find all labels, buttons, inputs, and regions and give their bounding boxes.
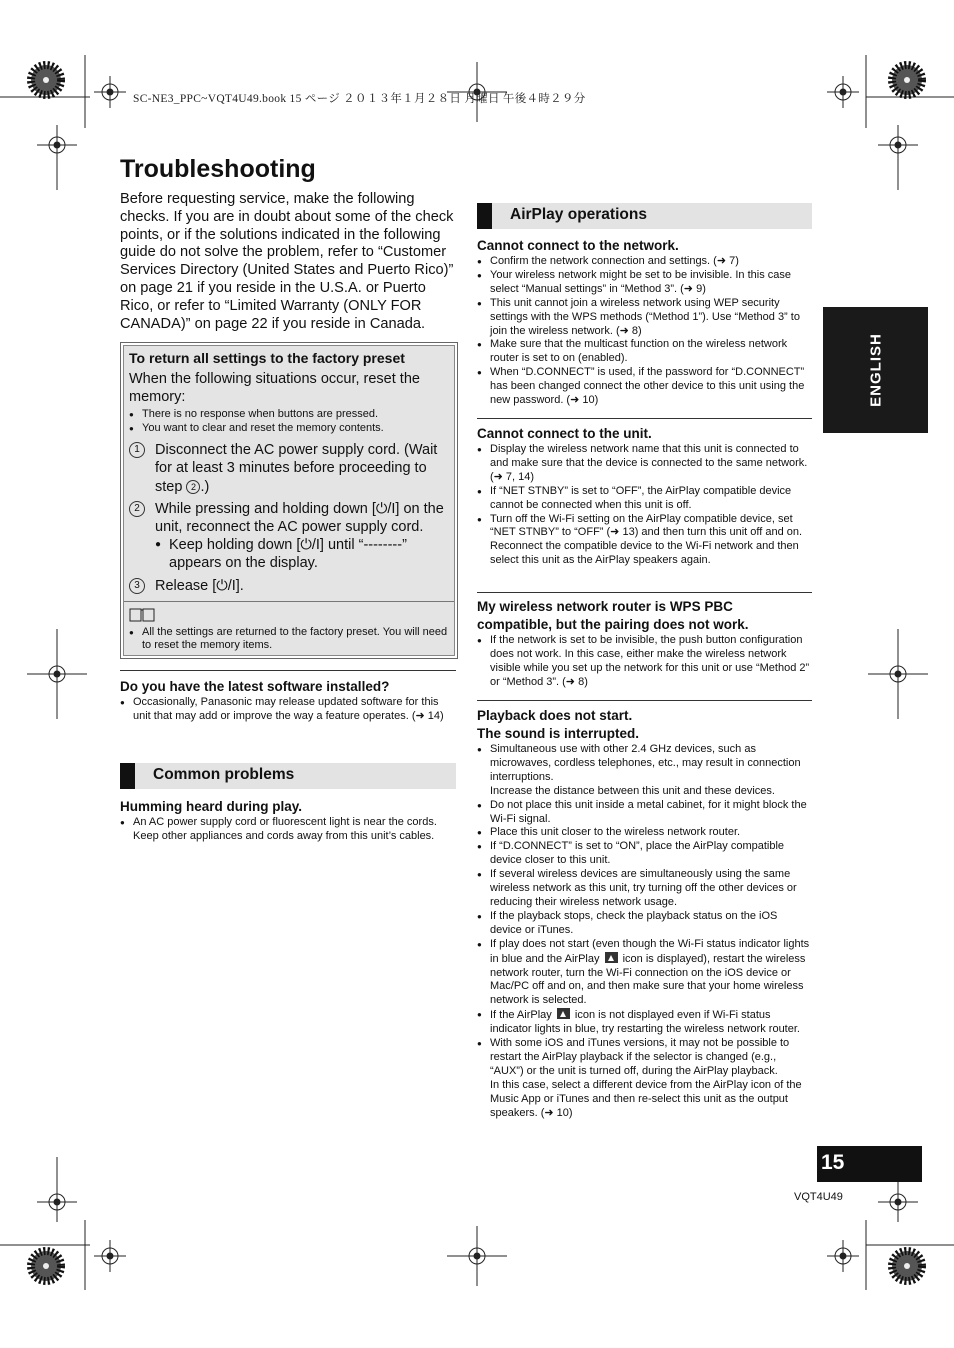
list-item: ● Confirm the network connection and settings. (➜ 7) [477, 255, 812, 269]
document-code: VQT4U49 [794, 1191, 843, 1203]
step-number: 2 [129, 501, 145, 517]
list-item: ● There is no response when buttons are pressed. [129, 408, 449, 422]
factory-conditions [129, 408, 449, 435]
list-item: ● Simultaneous use with other 2.4 GHz devices, such as microwaves, cordless telephones, etc., may result in connection interruptions. Increase the distance between this unit and these devices. [477, 743, 812, 799]
list-item: ● When “D.CONNECT” is used, if the password for “D.CONNECT” has been changed connect the other device to this unit using the new password. (➜ 10) [477, 366, 812, 408]
factory-steps [129, 441, 449, 595]
section-title: Common problems [153, 766, 295, 783]
section-marker [120, 763, 135, 789]
list-item: ● You want to clear and reset the memory contents. [129, 422, 449, 436]
step-3: 3 Release [⏻/I]. [129, 577, 449, 595]
section-header-common [120, 763, 456, 789]
airplay-q1 [477, 237, 812, 408]
book-note-icon [129, 608, 155, 622]
section-marker [477, 203, 492, 229]
list-item: ● With some iOS and iTunes versions, it may not be possible to restart the AirPlay playback if the selector is changed (e.g., “AUX”) or the unit is turned off, during the AirPlay playback. In this case, select a different device from the AirPlay icon of the Music App or iTunes and then re-select this unit as the output speakers. (➜ 10) [477, 1037, 812, 1120]
list-item: ● If the playback stops, check the playback status on the iOS device or iTunes. [477, 910, 812, 938]
list-item: ● If “D.CONNECT” is set to “ON”, place the AirPlay compatible device closer to this unit. [477, 840, 812, 868]
common-problems-section [120, 798, 456, 844]
airplay-q3 [477, 598, 812, 690]
list-item: ● Turn off the Wi-Fi setting on the AirPlay compatible device, set “NET STNBY” to “OFF” (➜ 13) and then turn this unit off and on. Reconnect the compatible device to the Wi-Fi network and then select this unit as the AirPlay speakers again. [477, 513, 812, 569]
list-item: ● Display the wireless network name that this unit is connected to and make sure that the device is connected to the same network. (➜ 7, 14) [477, 443, 812, 485]
page-title: Troubleshooting [120, 155, 316, 183]
list-item: ● Occasionally, Panasonic may release updated software for this unit that may add or improve the way a feature operates. (➜ 14) [120, 696, 456, 724]
list-item: ● Do not place this unit inside a metal cabinet, for it might block the Wi-Fi signal. [477, 799, 812, 827]
question-heading: Humming heard during play. [120, 799, 303, 814]
divider [120, 670, 456, 671]
divider [477, 592, 812, 593]
page-number: 15 [817, 1146, 922, 1182]
step-number: 1 [129, 442, 145, 458]
question-heading: My wireless network router is WPS PBC compatible, but the pairing does not work. [477, 599, 749, 632]
list-item: ● All the settings are returned to the factory preset. You will need to reset the memory items. [129, 626, 449, 653]
list-item: ● This unit cannot join a wireless network using WEP security settings with the WPS methods (“Method 1”). Use “Method 3” to join the wireless network. (➜ 8) [477, 297, 812, 339]
airplay-q4 [477, 707, 812, 1120]
intro-paragraph: Before requesting service, make the following checks. If you are in doubt about some of the check points, or if the solutions indicated in the following guide do not solve the problem, refer to “Customer Services Directory (United States and Puerto Rico)” on page 21 if you reside in the U.S.A. or Puerto Rico, or refer to “Limited Warranty (ONLY FOR CANADA)” on page 22 if you reside in Canada. [120, 191, 454, 332]
list-item: ● If play does not start (even though the Wi-Fi status indicator lights in blue and the AirPlay icon is displayed), restart the wireless network router, turn the Wi-Fi connection on the iOS device or Mac/PC off and on, and then make sure that your home wireless network is selected. [477, 938, 812, 1009]
divider [477, 418, 812, 419]
factory-lead: When the following situations occur, reset the memory: [129, 371, 420, 405]
question-heading: Playback does not start. The sound is interrupted. [477, 708, 640, 741]
factory-heading: To return all settings to the factory preset [129, 350, 405, 366]
list-item: ● If “NET STNBY” is set to “OFF”, the AirPlay compatible device cannot be connected when this unit is off. [477, 485, 812, 513]
list-item: ● Your wireless network might be set to be invisible. In this case select “Manual settings” in “Method 3”. (➜ 9) [477, 269, 812, 297]
file-header: SC-NE3_PPC~VQT4U49.book 15 ページ ２０１３年１月２８日 月曜日 午後４時２９分 [133, 93, 586, 105]
list-item: ● Place this unit closer to the wireless network router. [477, 826, 812, 840]
list-item: ● If the AirPlay icon is not displayed even if Wi-Fi status indicator lights in blue, try restarting the wireless network router. [477, 1008, 812, 1037]
airplay-q2 [477, 425, 812, 568]
question-heading: Cannot connect to the unit. [477, 426, 652, 441]
airplay-icon [605, 952, 618, 963]
section-title: AirPlay operations [510, 206, 647, 223]
software-question: Do you have the latest software installed? [120, 679, 390, 694]
list-item: ● If several wireless devices are simultaneously using the same wireless network as this unit, try turning off the other devices or reducing their wireless network usage. [477, 868, 812, 910]
list-item: ● Make sure that the multicast function on the wireless network router is set to on (enabled). [477, 338, 812, 366]
factory-note [129, 626, 449, 653]
factory-preset-box [120, 342, 458, 659]
list-item: ● An AC power supply cord or fluorescent light is near the cords. Keep other appliances and cords away from this unit’s cables. [120, 816, 456, 844]
divider [124, 601, 454, 602]
step-1: 1 Disconnect the AC power supply cord. (Wait for at least 3 minutes before proceeding to step 2 .) [129, 441, 449, 496]
language-tab-label: ENGLISH [867, 333, 884, 407]
divider [477, 700, 812, 701]
step-ref: 2 [186, 480, 200, 494]
language-tab [823, 307, 928, 433]
section-header-airplay [477, 203, 812, 229]
step-number: 3 [129, 578, 145, 594]
step-2: 2 While pressing and holding down [⏻/I] on the unit, reconnect the AC power supply cord. ● Keep holding down [⏻/I] until “--------” appears on the display. [129, 500, 449, 573]
airplay-icon [557, 1008, 570, 1019]
question-heading: Cannot connect to the network. [477, 238, 679, 253]
step-2-substep: ● Keep holding down [⏻/I] until “--------” appears on the display. [155, 536, 449, 572]
list-item: ● If the network is set to be invisible, the push button configuration does not work. In this case, either make the wireless network visible while you set up the network for this unit or use “Method 2” or “Method 3”. (➜ 8) [477, 634, 812, 690]
software-section [120, 678, 456, 724]
